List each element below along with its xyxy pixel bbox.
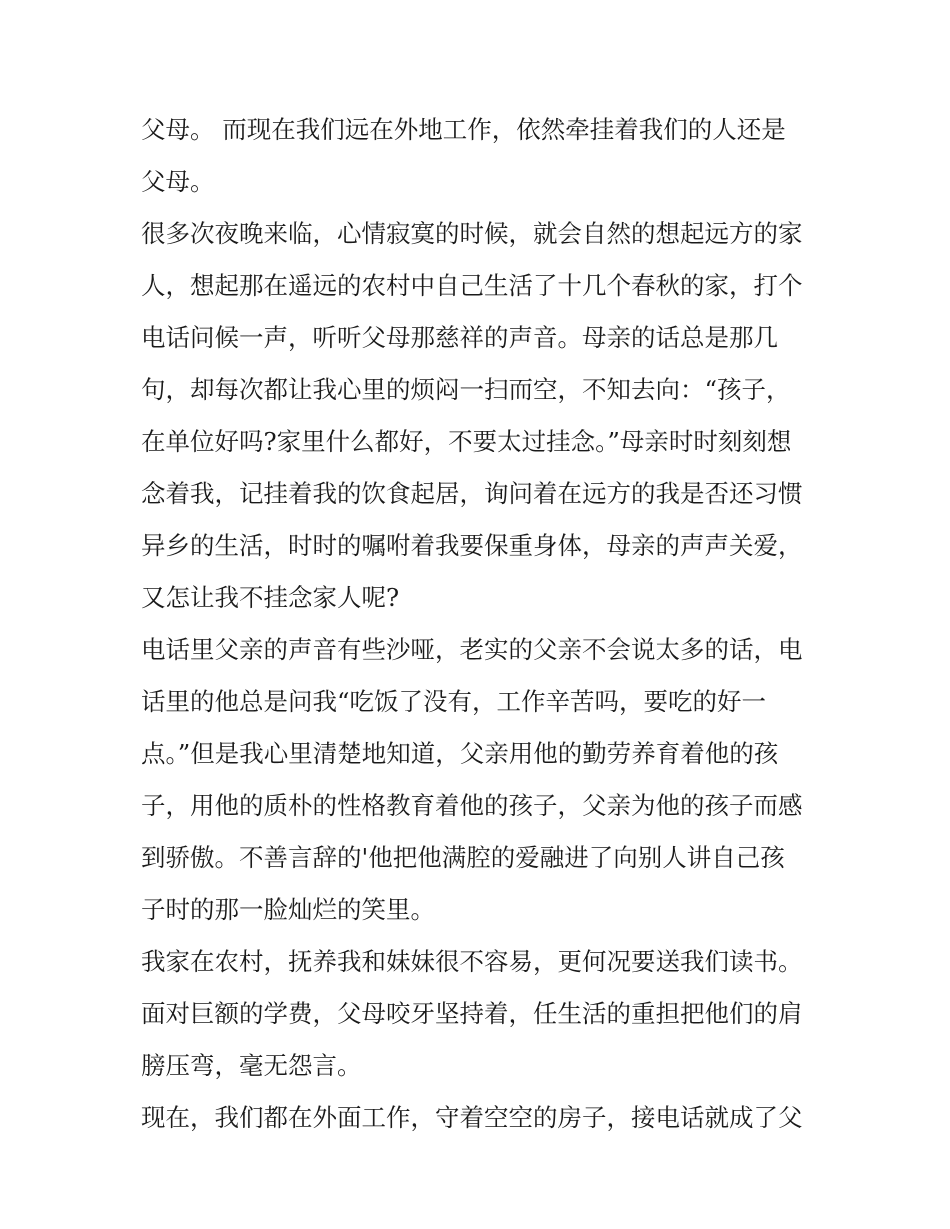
text-line: 现在，我们都在外面工作，守着空空的房子，接电话就成了父 (141, 1103, 803, 1132)
text-line: 子时的那一脸灿烂的笑里。 (141, 895, 435, 924)
paragraph-2 (141, 208, 821, 624)
text-line: 念着我，记挂着我的饮食起居，询问着在远方的我是否还习惯 (141, 479, 803, 508)
text-line: 面对巨额的学费，父母咬牙坚持着，任生活的重担把他们的肩 (141, 999, 803, 1028)
text-line: 异乡的生活，时时的嘱咐着我要保重身体，母亲的声声关爱， (141, 531, 803, 560)
paragraph-1 (141, 104, 821, 208)
text-line: 子，用他的质朴的性格教育着他的孩子，父亲为他的孩子而感 (141, 791, 803, 820)
text-line: 人，想起那在遥远的农村中自己生活了十几个春秋的家，打个 (141, 271, 803, 300)
text-line: 父母。 (141, 167, 215, 196)
text-line: 我家在农村，抚养我和妹妹很不容易，更何况要送我们读书。 (141, 947, 803, 976)
text-line: 到骄傲。不善言辞的'他把他满腔的爱融进了向别人讲自己孩 (141, 843, 785, 872)
text-line: 电话问候一声，听听父母那慈祥的声音。母亲的话总是那几 (141, 323, 778, 352)
text-line: 父母。 而现在我们远在外地工作，依然牵挂着我们的人还是 (141, 115, 786, 144)
text-line: 电话里父亲的声音有些沙哑，老实的父亲不会说太多的话，电 (141, 635, 803, 664)
text-line: 句，却每次都让我心里的烦闷一扫而空，不知去向：“孩子， (141, 375, 791, 404)
text-line: 很多次夜晚来临，心情寂寞的时候，就会自然的想起远方的家 (141, 219, 803, 248)
text-line: 膀压弯，毫无怨言。 (141, 1051, 362, 1080)
text-line: 又怎让我不挂念家人呢? (141, 583, 400, 612)
text-line: 在单位好吗?家里什么都好，不要太过挂念。”母亲时时刻刻想 (141, 427, 792, 456)
paragraph-4 (141, 936, 821, 1092)
text-line: 点。”但是我心里清楚地知道，父亲用他的勤劳养育着他的孩 (141, 739, 779, 768)
paragraph-3 (141, 624, 821, 936)
paragraph-5 (141, 1092, 821, 1144)
document-body (141, 104, 821, 1144)
text-line: 话里的他总是问我“吃饭了没有，工作辛苦吗，要吃的好一 (141, 687, 767, 716)
